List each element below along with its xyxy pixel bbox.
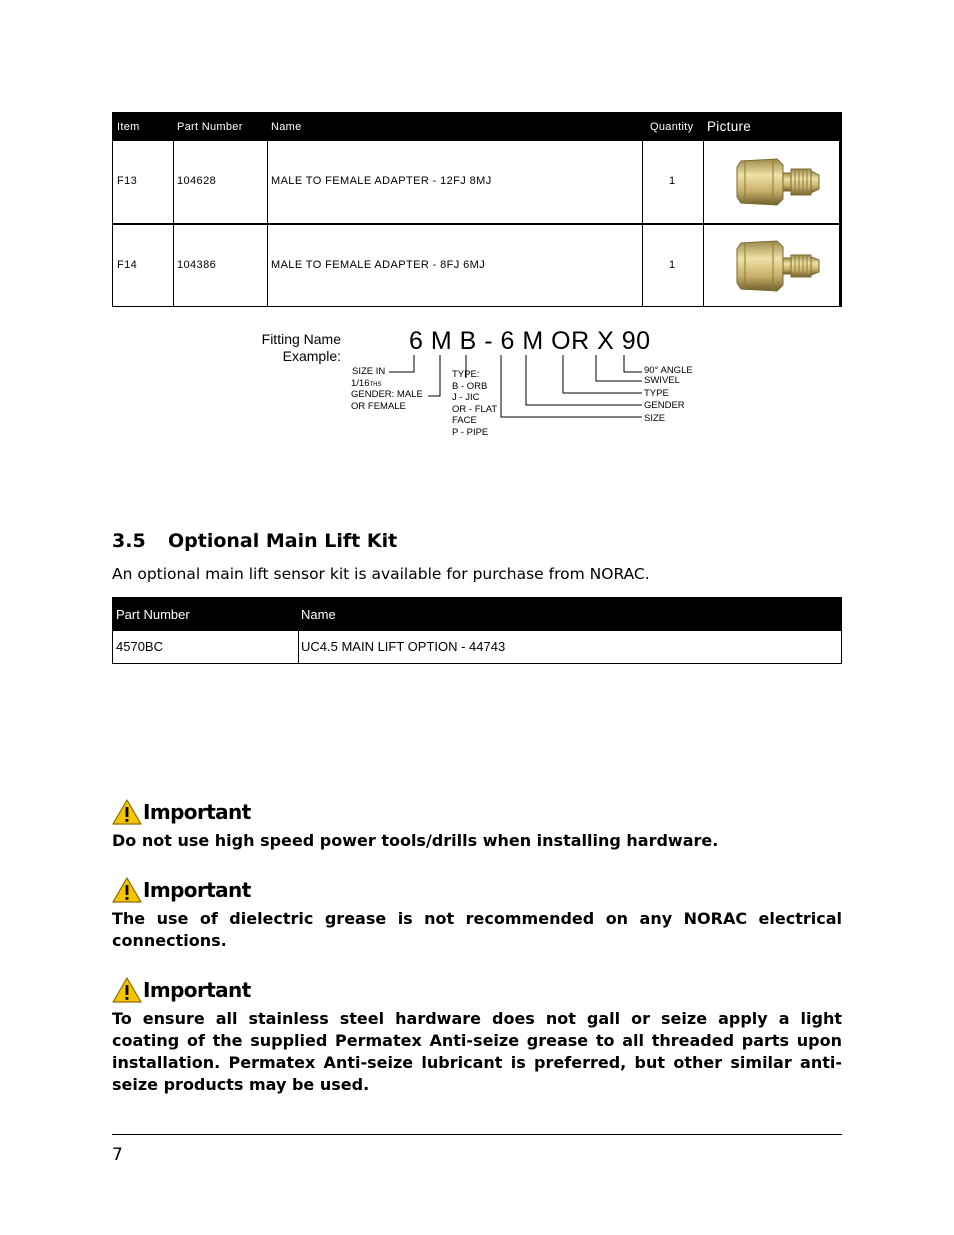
type-note-line: P - PIPE	[452, 426, 489, 438]
notice-heading: Important	[143, 878, 251, 902]
gender-note-line1: GENDER: MALE	[351, 389, 423, 400]
section-number: 3.5	[112, 530, 146, 552]
quantity-cell: 1	[669, 175, 676, 187]
size-right-note: SIZE	[644, 413, 666, 424]
kit-table-header	[113, 598, 841, 631]
notice-header	[112, 876, 842, 904]
notice-header	[112, 798, 842, 826]
type-note	[452, 369, 497, 438]
footer-divider	[112, 1134, 842, 1135]
part-number-cell: 104628	[177, 175, 217, 187]
notice-text: The use of dielectric grease is not recommended on any NORAC electrical connections.	[112, 909, 842, 950]
warning-icon	[112, 876, 142, 904]
warning-icon	[112, 798, 142, 826]
notice-text: To ensure all stainless steel hardware does not gall or seize apply a light coating of the supplied Permatex Anti-seize grease to all threaded parts upon installation. Permatex Anti-seize lubricant is preferred, but other similar anti-seize products may be used.	[112, 1009, 842, 1094]
header-picture: Picture	[707, 119, 752, 134]
type-right-note: TYPE	[644, 388, 669, 399]
header-name: Name	[271, 121, 302, 133]
size-fraction: 1/16	[351, 378, 370, 389]
important-notice	[112, 876, 842, 952]
size-fraction-sub: THS	[369, 382, 382, 388]
fitting-label-line1: Fitting Name	[261, 331, 341, 347]
page-number: 7	[112, 1145, 123, 1165]
fitting-code: 6 M B - 6 M OR X 90	[409, 327, 651, 355]
name-cell: MALE TO FEMALE ADAPTER - 8FJ 6MJ	[271, 259, 486, 271]
item-cell: F14	[117, 259, 138, 271]
swivel-note: SWIVEL	[644, 375, 680, 386]
header-item: Item	[117, 121, 140, 133]
kit-table	[112, 597, 842, 664]
section-title: Optional Main Lift Kit	[168, 530, 398, 552]
name-cell: MALE TO FEMALE ADAPTER - 12FJ 8MJ	[271, 175, 492, 187]
notice-heading: Important	[143, 978, 251, 1002]
name-cell: UC4.5 MAIN LIFT OPTION - 44743	[301, 639, 506, 654]
important-notice	[112, 798, 842, 852]
gender-note-line2: OR FEMALE	[351, 400, 406, 412]
notice-header	[112, 976, 842, 1004]
size-note	[352, 366, 385, 378]
size-note-line1: SIZE IN	[352, 366, 386, 377]
type-note-line: TYPE:	[452, 369, 480, 380]
fitting-label-line2: Example:	[282, 348, 341, 364]
notice-text: Do not use high speed power tools/drills when installing hardware.	[112, 831, 719, 850]
header-part-number: Part Number	[116, 607, 190, 622]
angle-note: 90° ANGLE	[644, 365, 693, 376]
header-name: Name	[301, 607, 336, 622]
gender-right-note: GENDER	[644, 400, 685, 411]
type-note-line: B - ORB	[452, 380, 488, 392]
gender-note	[351, 389, 423, 412]
important-notice	[112, 976, 842, 1096]
item-cell: F13	[117, 175, 138, 187]
column-divider	[298, 631, 299, 663]
section-intro: An optional main lift sensor kit is available for purchase from NORAC.	[112, 565, 650, 583]
header-quantity: Quantity	[650, 121, 694, 133]
notice-heading: Important	[143, 800, 251, 824]
warning-icon	[112, 976, 142, 1004]
type-note-line: J - JIC	[452, 392, 480, 403]
table-row	[113, 631, 841, 663]
header-part-number: Part Number	[177, 121, 243, 133]
part-number-cell: 4570BC	[116, 639, 163, 654]
type-note-line: FACE	[452, 415, 477, 426]
part-number-cell: 104386	[177, 259, 217, 271]
quantity-cell: 1	[669, 259, 676, 271]
type-note-line: OR - FLAT	[452, 403, 498, 415]
